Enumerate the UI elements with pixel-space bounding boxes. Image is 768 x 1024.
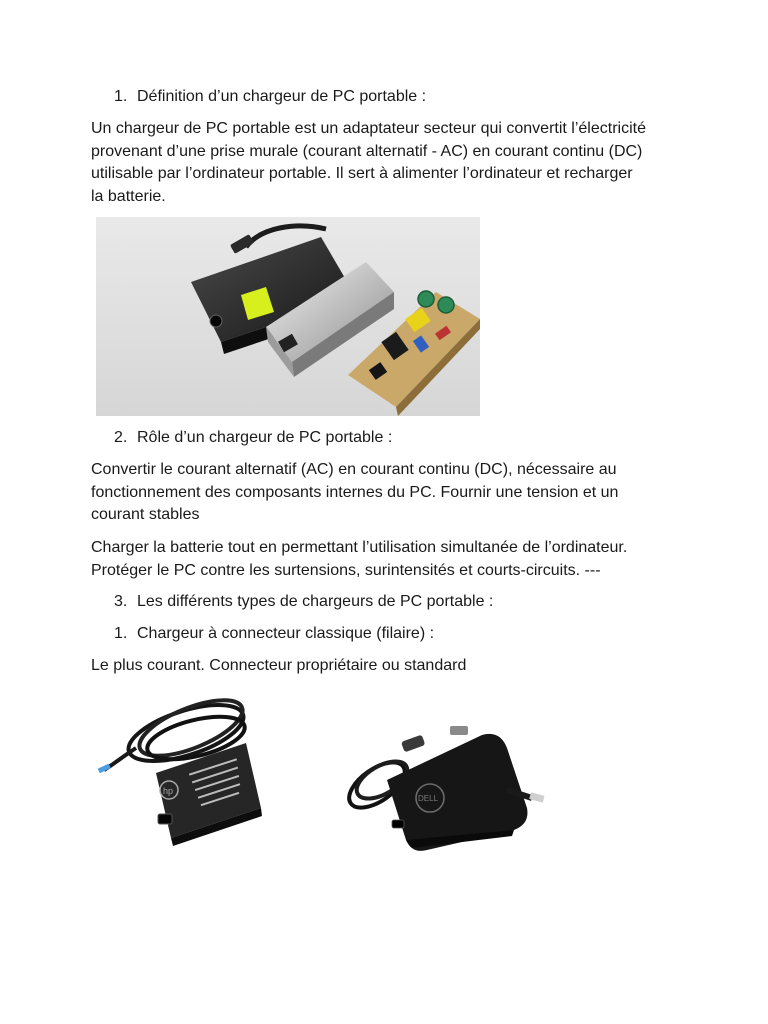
- svg-text:hp: hp: [163, 786, 174, 796]
- section-heading-1: 1. Définition d’un chargeur de PC portable :: [114, 88, 427, 105]
- dell-charger-image: [332, 720, 546, 854]
- charger-internals-image: [96, 217, 480, 416]
- section-heading-3: 3. Les différents types de chargeurs de PC portable :: [114, 593, 494, 610]
- role-paragraph-2: Charger la batterie tout en permettant l’utilisation simultanée de l’ordinateur. Protéger le PC contre les surtensions, surintensités et courts-circuits. ---: [91, 539, 628, 579]
- section-heading-2: 2. Rôle d’un chargeur de PC portable :: [114, 429, 393, 446]
- definition-paragraph: Un chargeur de PC portable est un adaptateur secteur qui convertit l’électricité provenant d’une prise murale (courant alternatif - AC) en courant continu (DC) utilisable par l’ordinateur portable. Il sert à alimenter l’ordinateur et recharger la batterie.: [91, 120, 646, 205]
- svg-text:DELL: DELL: [418, 794, 439, 803]
- classic-charger-text: Le plus courant. Connecteur propriétaire ou standard: [91, 657, 467, 674]
- role-paragraph-1: Convertir le courant alternatif (AC) en courant continu (DC), nécessaire au fonctionnement des composants internes du PC. Fournir une tension et un courant stables: [91, 461, 619, 523]
- hp-charger-image: [96, 688, 264, 854]
- subsection-heading-1: 1. Chargeur à connecteur classique (filaire) :: [114, 625, 435, 642]
